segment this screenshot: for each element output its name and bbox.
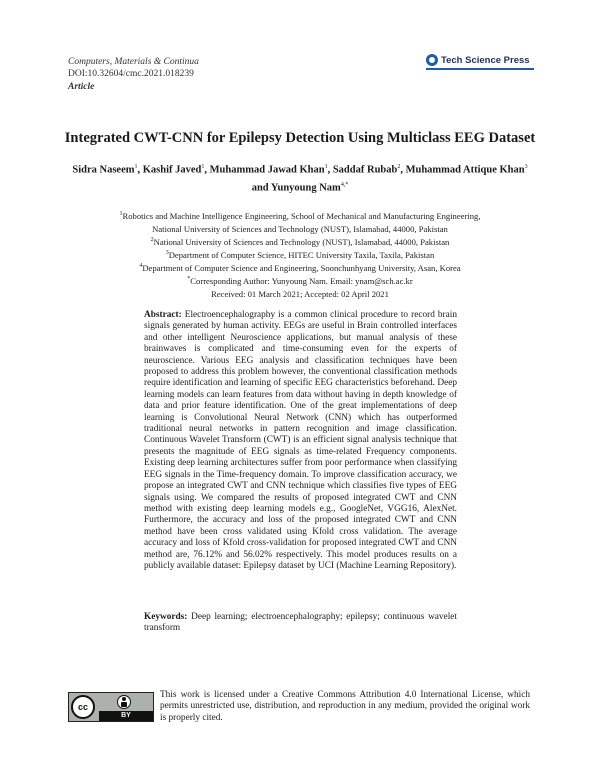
author-name: Kashif Javed: [142, 164, 202, 176]
publisher-underline: [426, 68, 534, 70]
keywords: [144, 612, 457, 635]
received-accepted-dates: [40, 287, 560, 300]
doi[interactable]: DOI:10.32604/cmc.2021.018239: [68, 69, 194, 79]
corresponding-author: [40, 274, 560, 287]
affiliation-line: [40, 235, 560, 248]
author-name: Saddaf Rubab: [332, 164, 398, 176]
author-mark: 1: [201, 164, 205, 170]
author-mark: 4,*: [340, 181, 349, 188]
affiliation-mark: 1: [119, 211, 123, 217]
affiliation-text: Received: 01 March 2021; Accepted: 02 April 2021: [211, 289, 389, 300]
affiliation-mark: 4: [139, 263, 143, 270]
author-name: Sidra Naseem: [72, 164, 135, 176]
author-mark: 1: [324, 164, 328, 170]
affiliation-line: [40, 261, 560, 274]
author-mark: 2: [397, 164, 401, 170]
abstract-label: Abstract:: [144, 310, 182, 320]
affiliation-text: Department of Computer Science, HITEC University Taxila, Taxila, Pakistan: [168, 250, 435, 261]
cc-by-license-badge[interactable]: [68, 692, 154, 722]
abstract-text: Electroencephalography is a common clinical procedure to record brain signals generated by human activity. EEGs are useful in Brain controlled interfaces and other intelligent Neuroscience applications, but manual analysis of these brainwaves is complicated and time-consuming even for the experts of neuroscience. Various EEG analysis and classification techniques have been proposed to address this problem however, the conventional classification methods require identification and learning of specific EEG characteristics beforehand. Deep learning models can learn features from data without having in depth knowledge of data and prior feature identification. One of the great implementations of deep learning is Convolutional Neural Network (CNN) which has outperformed traditional neural networks in pattern recognition and image classification. Continuous Wavelet Transform (CWT) is an efficient signal analysis technique that presents the magnitude of EEG signals as time-related Frequency components. Existing deep learning architectures suffer from poor performance when classifying EEG signals in the Time-frequency domain. To improve classification accuracy, we propose an integrated CWT and CNN technique which classifies five types of EEG signals using. We compared the results of proposed integrated CWT and CNN method with existing deep learning models e.g., GoogleNet, VGG16, AlexNet. Furthermore, the accuracy and loss of the proposed integrated CWT and CNN method have been cross validated using Kfold cross validation. The average accuracy and loss of Kfold cross-validation for proposed integrated CWT and CNN method are, 76.12% and 56.02% respectively. This model produces results on a publicly available dataset: Epilepsy dataset by UCI (Machine Learning Repository).: [144, 310, 457, 571]
affiliation-mark: 3: [165, 250, 169, 257]
creative-commons-icon: cc: [71, 695, 95, 719]
affiliation-text: Corresponding Author: Yunyoung Nam. Email: ynam@sch.ac.kr: [190, 276, 413, 287]
author-name: Muhammad Attique Khan: [405, 164, 525, 176]
affiliation-text: National University of Sciences and Technology (NUST), Islamabad, 44000, Pakistan: [153, 236, 450, 247]
affiliation-line: [40, 222, 560, 235]
affiliation-mark: *: [187, 276, 191, 283]
author-joiner: and: [251, 182, 269, 193]
author-line-1: Sidra Naseem$^1$, Kashif Javed$^1$, Muhammad Jawad Khan$^1$, Saddaf Rubab$^2$, Muhammad Attique Khan$^3$: [72, 164, 528, 176]
affiliations: [40, 209, 560, 300]
by-label: BY: [99, 711, 153, 721]
keywords-label: Keywords:: [144, 612, 188, 622]
author-list: [40, 160, 560, 195]
author-mark: 3: [524, 164, 528, 170]
affiliation-mark: 2: [150, 237, 154, 244]
publisher-logo-icon: [426, 54, 438, 66]
author-name: Yunyoung Nam: [270, 182, 341, 193]
publisher-logo: [426, 54, 530, 66]
affiliation-text: National University of Sciences and Technology (NUST), Islamabad, 44000, Pakistan: [152, 223, 448, 234]
affiliation-line: [40, 248, 560, 261]
paper-title: Integrated CWT-CNN for Epilepsy Detection Using Multiclass EEG Dataset: [64, 130, 536, 146]
affiliation-text: Robotics and Machine Intelligence Engineering, School of Mechanical and Manufacturing Engineering,: [122, 210, 481, 221]
keywords-text: Deep learning; electroencephalography; epilepsy; continuous wavelet transform: [144, 612, 457, 634]
author-line-2: [40, 178, 560, 196]
attribution-person-icon: [117, 695, 131, 709]
abstract: [144, 310, 457, 572]
license-statement: This work is licensed under a Creative Commons Attribution 4.0 International License, which permits unrestricted use, distribution, and reproduction in any medium, provided the original work is properly cited.: [160, 690, 530, 723]
journal-name: Computers, Materials & Continua: [68, 57, 199, 67]
author-name: Muhammad Jawad Khan: [209, 164, 325, 176]
affiliation-line: [40, 209, 560, 222]
author-mark: 1: [134, 164, 138, 170]
article-type: Article: [68, 82, 95, 92]
publisher-name: Tech Science Press: [441, 54, 530, 66]
affiliation-text: Department of Computer Science and Engineering, Soonchunhyang University, Asan, Korea: [142, 263, 461, 274]
